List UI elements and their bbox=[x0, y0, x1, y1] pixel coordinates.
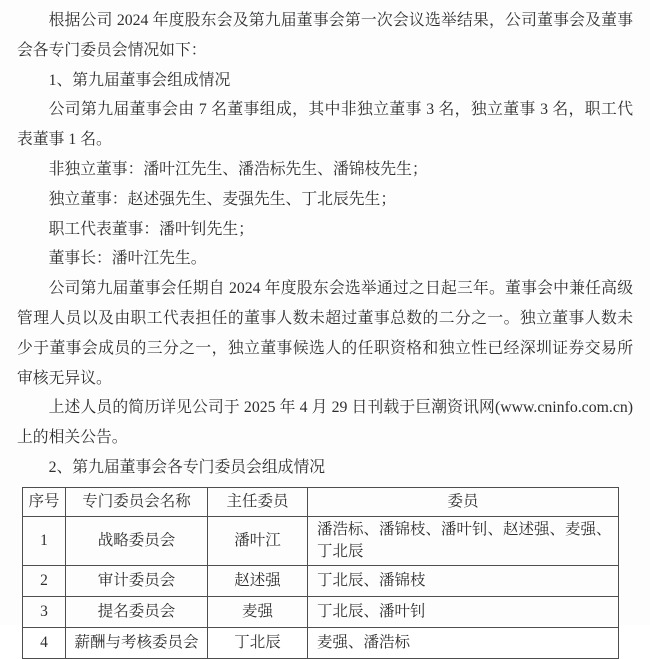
cell-members: 潘浩标、潘锦枝、潘叶钊、赵述强、麦强、丁北辰 bbox=[308, 516, 619, 565]
table-row-audit-committee bbox=[23, 565, 619, 596]
paragraph-resume-reference: 上述人员的简历详见公司于 2025 年 4 月 29 日刊载于巨潮资讯网(www.cninfo.com.cn)上的相关公告。 bbox=[17, 399, 633, 447]
cell-index: 4 bbox=[23, 627, 66, 658]
cell-index: 2 bbox=[23, 565, 66, 596]
section-heading-committees: 2、第九届董事会各专门委员会组成情况 bbox=[48, 458, 326, 476]
paragraph-employee-director: 职工代表董事：潘叶钊先生； bbox=[48, 220, 254, 238]
column-header-committee-name: 专门委员会名称 bbox=[66, 487, 208, 516]
cell-chair: 丁北辰 bbox=[208, 627, 308, 658]
paragraph-non-independent-directors: 非独立董事：潘叶江先生、潘浩标先生、潘锦枝先生； bbox=[48, 160, 428, 178]
cell-committee-name: 提名委员会 bbox=[66, 596, 208, 627]
table-row-strategy-committee bbox=[23, 516, 619, 565]
table-row-nomination-committee bbox=[23, 596, 619, 627]
table-header-row bbox=[23, 487, 619, 516]
paragraph-term-and-qualification: 公司第九届董事会任期自 2024 年度股东会选举通过之日起三年。董事会中兼任高级管理人员以及由职工代表担任的董事人数未超过董事总数的二分之一。独立董事人数未少于董事会成员的三分之一，独立董事候选人的任职资格和独立性已经深圳证券交易所审核无异议。 bbox=[17, 280, 633, 387]
cell-index: 1 bbox=[23, 516, 66, 565]
cell-members: 丁北辰、潘叶钊 bbox=[308, 596, 619, 627]
cell-members: 丁北辰、潘锦枝 bbox=[308, 565, 619, 596]
paragraph-intro: 根据公司 2024 年度股东会及第九届董事会第一次会议选举结果，公司董事会及董事会各专门委员会情况如下： bbox=[17, 12, 633, 59]
cell-committee-name: 战略委员会 bbox=[66, 516, 208, 565]
paragraph-board-counts: 公司第九届董事会由 7 名董事组成，其中非独立董事 3 名，独立董事 3 名，职工代表董事 1 名。 bbox=[17, 101, 633, 149]
cell-chair: 潘叶江 bbox=[208, 516, 308, 565]
column-header-chair: 主任委员 bbox=[208, 487, 308, 516]
cell-chair: 赵述强 bbox=[208, 565, 308, 596]
cell-members: 麦强、潘浩标 bbox=[308, 627, 619, 658]
cell-committee-name: 审计委员会 bbox=[66, 565, 208, 596]
paragraph-chairman: 董事长：潘叶江先生。 bbox=[48, 250, 207, 268]
cell-index: 3 bbox=[23, 596, 66, 627]
committee-table bbox=[22, 487, 619, 659]
section-heading-board-composition: 1、第九届董事会组成情况 bbox=[48, 71, 231, 89]
column-header-index: 序号 bbox=[23, 487, 66, 516]
cell-committee-name: 薪酬与考核委员会 bbox=[66, 627, 208, 658]
cell-chair: 麦强 bbox=[208, 596, 308, 627]
column-header-members: 委员 bbox=[308, 487, 619, 516]
paragraph-independent-directors: 独立董事：赵述强先生、麦强先生、丁北辰先生； bbox=[48, 190, 397, 208]
table-row-remuneration-committee bbox=[23, 627, 619, 658]
